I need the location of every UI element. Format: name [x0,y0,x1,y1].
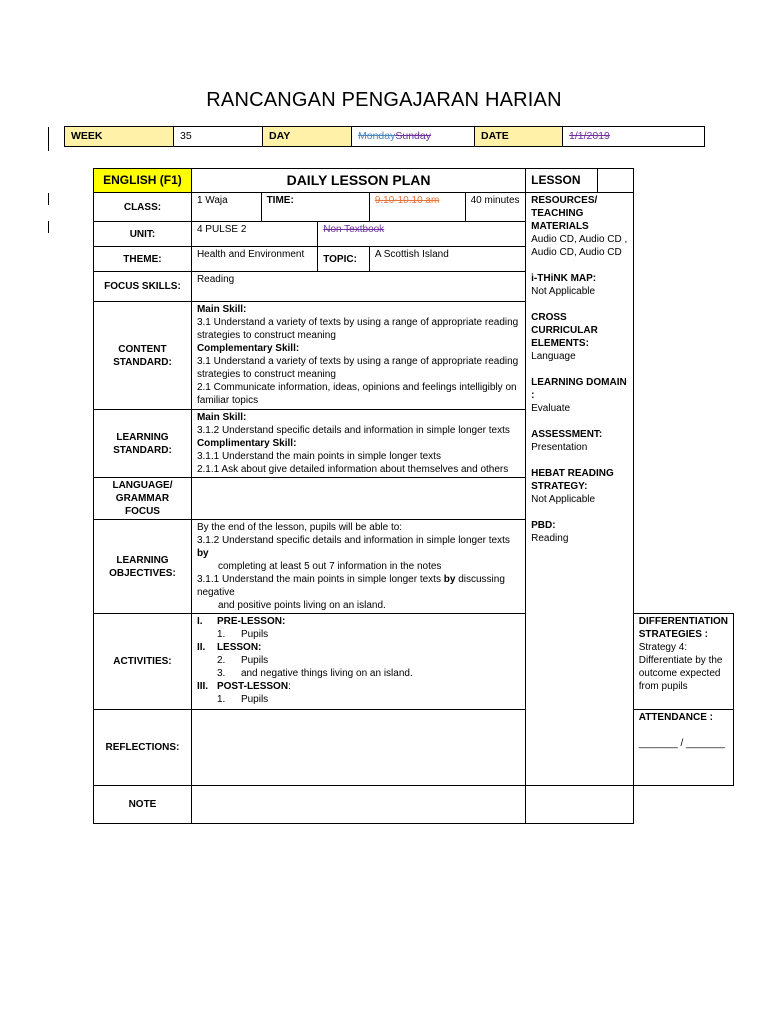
sidebar-panel [526,193,634,786]
activity-pre-lesson: I. PRE-LESSON: [196,616,286,627]
day-value-b: Sunday [395,130,431,142]
objectives-intro: By the end of the lesson, pupils will be able to: [196,522,403,533]
differentiation-value-4: from pupils [638,681,688,692]
theme-label: THEME: [94,247,192,272]
content-comp-head: Complementary Skill: [196,343,300,354]
objective-1-cont: completing at least 5 out 7 information in the notes [217,561,442,572]
hebat-head-1: HEBAT READING [531,468,614,479]
learning-comp-text-2: 2.1.1 Ask about give detailed information about themselves and others [196,464,509,475]
margin-mark [48,127,49,151]
focus-skills-value: Reading [191,272,525,302]
week-value: 35 [174,127,263,147]
time-label: TIME: [261,193,369,222]
hebat-head-2: STRATEGY: [531,481,588,492]
differentiation-value-3: outcome expected [638,668,721,679]
learning-comp-head: Complimentary Skill: [196,438,297,449]
activity-item: 3. and negative things living on an island. [216,668,413,679]
day-label: DAY [263,127,352,147]
pbd-head: PBD: [531,520,556,531]
week-label: WEEK [65,127,174,147]
attendance-panel [633,710,733,786]
date-label: DATE [475,127,563,147]
language-focus-value [191,478,525,520]
objective-2: 3.1.1 Understand the main points in simple longer texts by discussing negative [196,574,505,598]
differentiation-head-1: DIFFERENTIATION [638,616,728,627]
objective-2-cont: and positive points living on an island. [217,600,386,611]
date-value: 1/1/2019 [563,127,705,147]
resources-value-2: Audio CD, Audio CD [531,247,622,258]
lesson-plan-heading: DAILY LESSON PLAN [191,169,525,193]
learning-main-head: Main Skill: [196,412,247,423]
learning-standard-value [191,410,525,478]
differentiation-value-2: Differentiate by the [638,655,723,666]
differentiation-value-1: Strategy 4: [638,642,688,653]
activity-item: 1. Pupils [216,629,269,640]
time-value: 9.10-10.10 am [369,193,465,222]
content-standard-value [191,302,525,410]
theme-value: Health and Environment [191,247,317,272]
content-main-head: Main Skill: [196,304,247,315]
cross-curricular-head-2: ELEMENTS: [531,338,589,349]
hebat-value: Not Applicable [531,494,596,505]
lesson-label: LESSON [526,169,598,193]
day-value [352,127,475,147]
think-map-head: i-THiNK MAP: [531,273,597,284]
learning-comp-text-1: 3.1.1 Understand the main points in simple longer texts [196,451,441,462]
page-title: RANCANGAN PENGAJARAN HARIAN [206,89,562,111]
activity-item: 1. Pupils [216,694,269,705]
resources-value-1: Audio CD, Audio CD , [531,234,628,245]
class-label: CLASS: [94,193,192,222]
lesson-plan-table [93,168,734,824]
content-main-text: 3.1 Understand a variety of texts by using a range of appropriate reading strategies to construct meaning [196,317,519,341]
attendance-head: ATTENDANCE : [638,712,713,723]
class-value: 1 Waja [191,193,261,222]
subject-label: ENGLISH (F1) [94,169,192,193]
attendance-value: _______ / _______ [638,738,725,749]
learning-main-text: 3.1.2 Understand specific details and information in simple longer texts [196,425,510,436]
unit-value: 4 PULSE 2 [191,222,317,247]
content-comp-text-2: 2.1 Communicate information, ideas, opinions and feelings intelligibly on familiar topics [196,382,517,406]
differentiation-panel [633,614,733,710]
learning-objectives-label: LEARNING OBJECTIVES: [94,520,192,614]
duration-value: 40 minutes [465,193,526,222]
resources-head-1: RESOURCES/ [531,195,598,206]
assessment-head: ASSESSMENT: [531,429,603,440]
resources-head-2: TEACHING MATERIALS [531,208,589,232]
learning-domain-head: LEARNING DOMAIN : [531,377,627,401]
learning-standard-label: LEARNING STANDARD: [94,410,192,478]
margin-mark [48,193,49,205]
unit-note: Non Textbook [318,222,526,247]
content-standard-label: CONTENT STANDARD: [94,302,192,410]
topic-value: A Scottish Island [369,247,525,272]
cross-curricular-head-1: CROSS CURRICULAR [531,312,598,336]
assessment-value: Presentation [531,442,588,453]
activities-value [191,614,525,710]
reflections-label: REFLECTIONS: [94,710,192,786]
note-side [526,786,634,824]
learning-domain-value: Evaluate [531,403,571,414]
note-value [191,786,525,824]
topic-label: TOPIC: [318,247,370,272]
pbd-value: Reading [531,533,569,544]
think-map-value: Not Applicable [531,286,596,297]
cross-curricular-value: Language [531,351,576,362]
activity-lesson: II. LESSON: [196,642,262,653]
margin-mark [48,221,49,233]
unit-label: UNIT: [94,222,192,247]
activities-label: ACTIVITIES: [94,614,192,710]
activity-post-lesson: III. POST-LESSON: [196,681,291,692]
reflections-value [191,710,525,786]
day-value-a: Monday [358,130,396,142]
activity-item: 2. Pupils [216,655,269,666]
lesson-value [598,169,633,193]
content-comp-text-1: 3.1 Understand a variety of texts by using a range of appropriate reading strategies to construct meaning [196,356,519,380]
header-table [64,126,705,147]
learning-objectives-value [191,520,525,614]
objective-1: 3.1.2 Understand specific details and information in simple longer texts by [196,535,510,559]
language-focus-label: LANGUAGE/ GRAMMAR FOCUS [94,478,192,520]
focus-skills-label: FOCUS SKILLS: [94,272,192,302]
differentiation-head-2: STRATEGIES : [638,629,708,640]
note-label: NOTE [94,786,192,824]
